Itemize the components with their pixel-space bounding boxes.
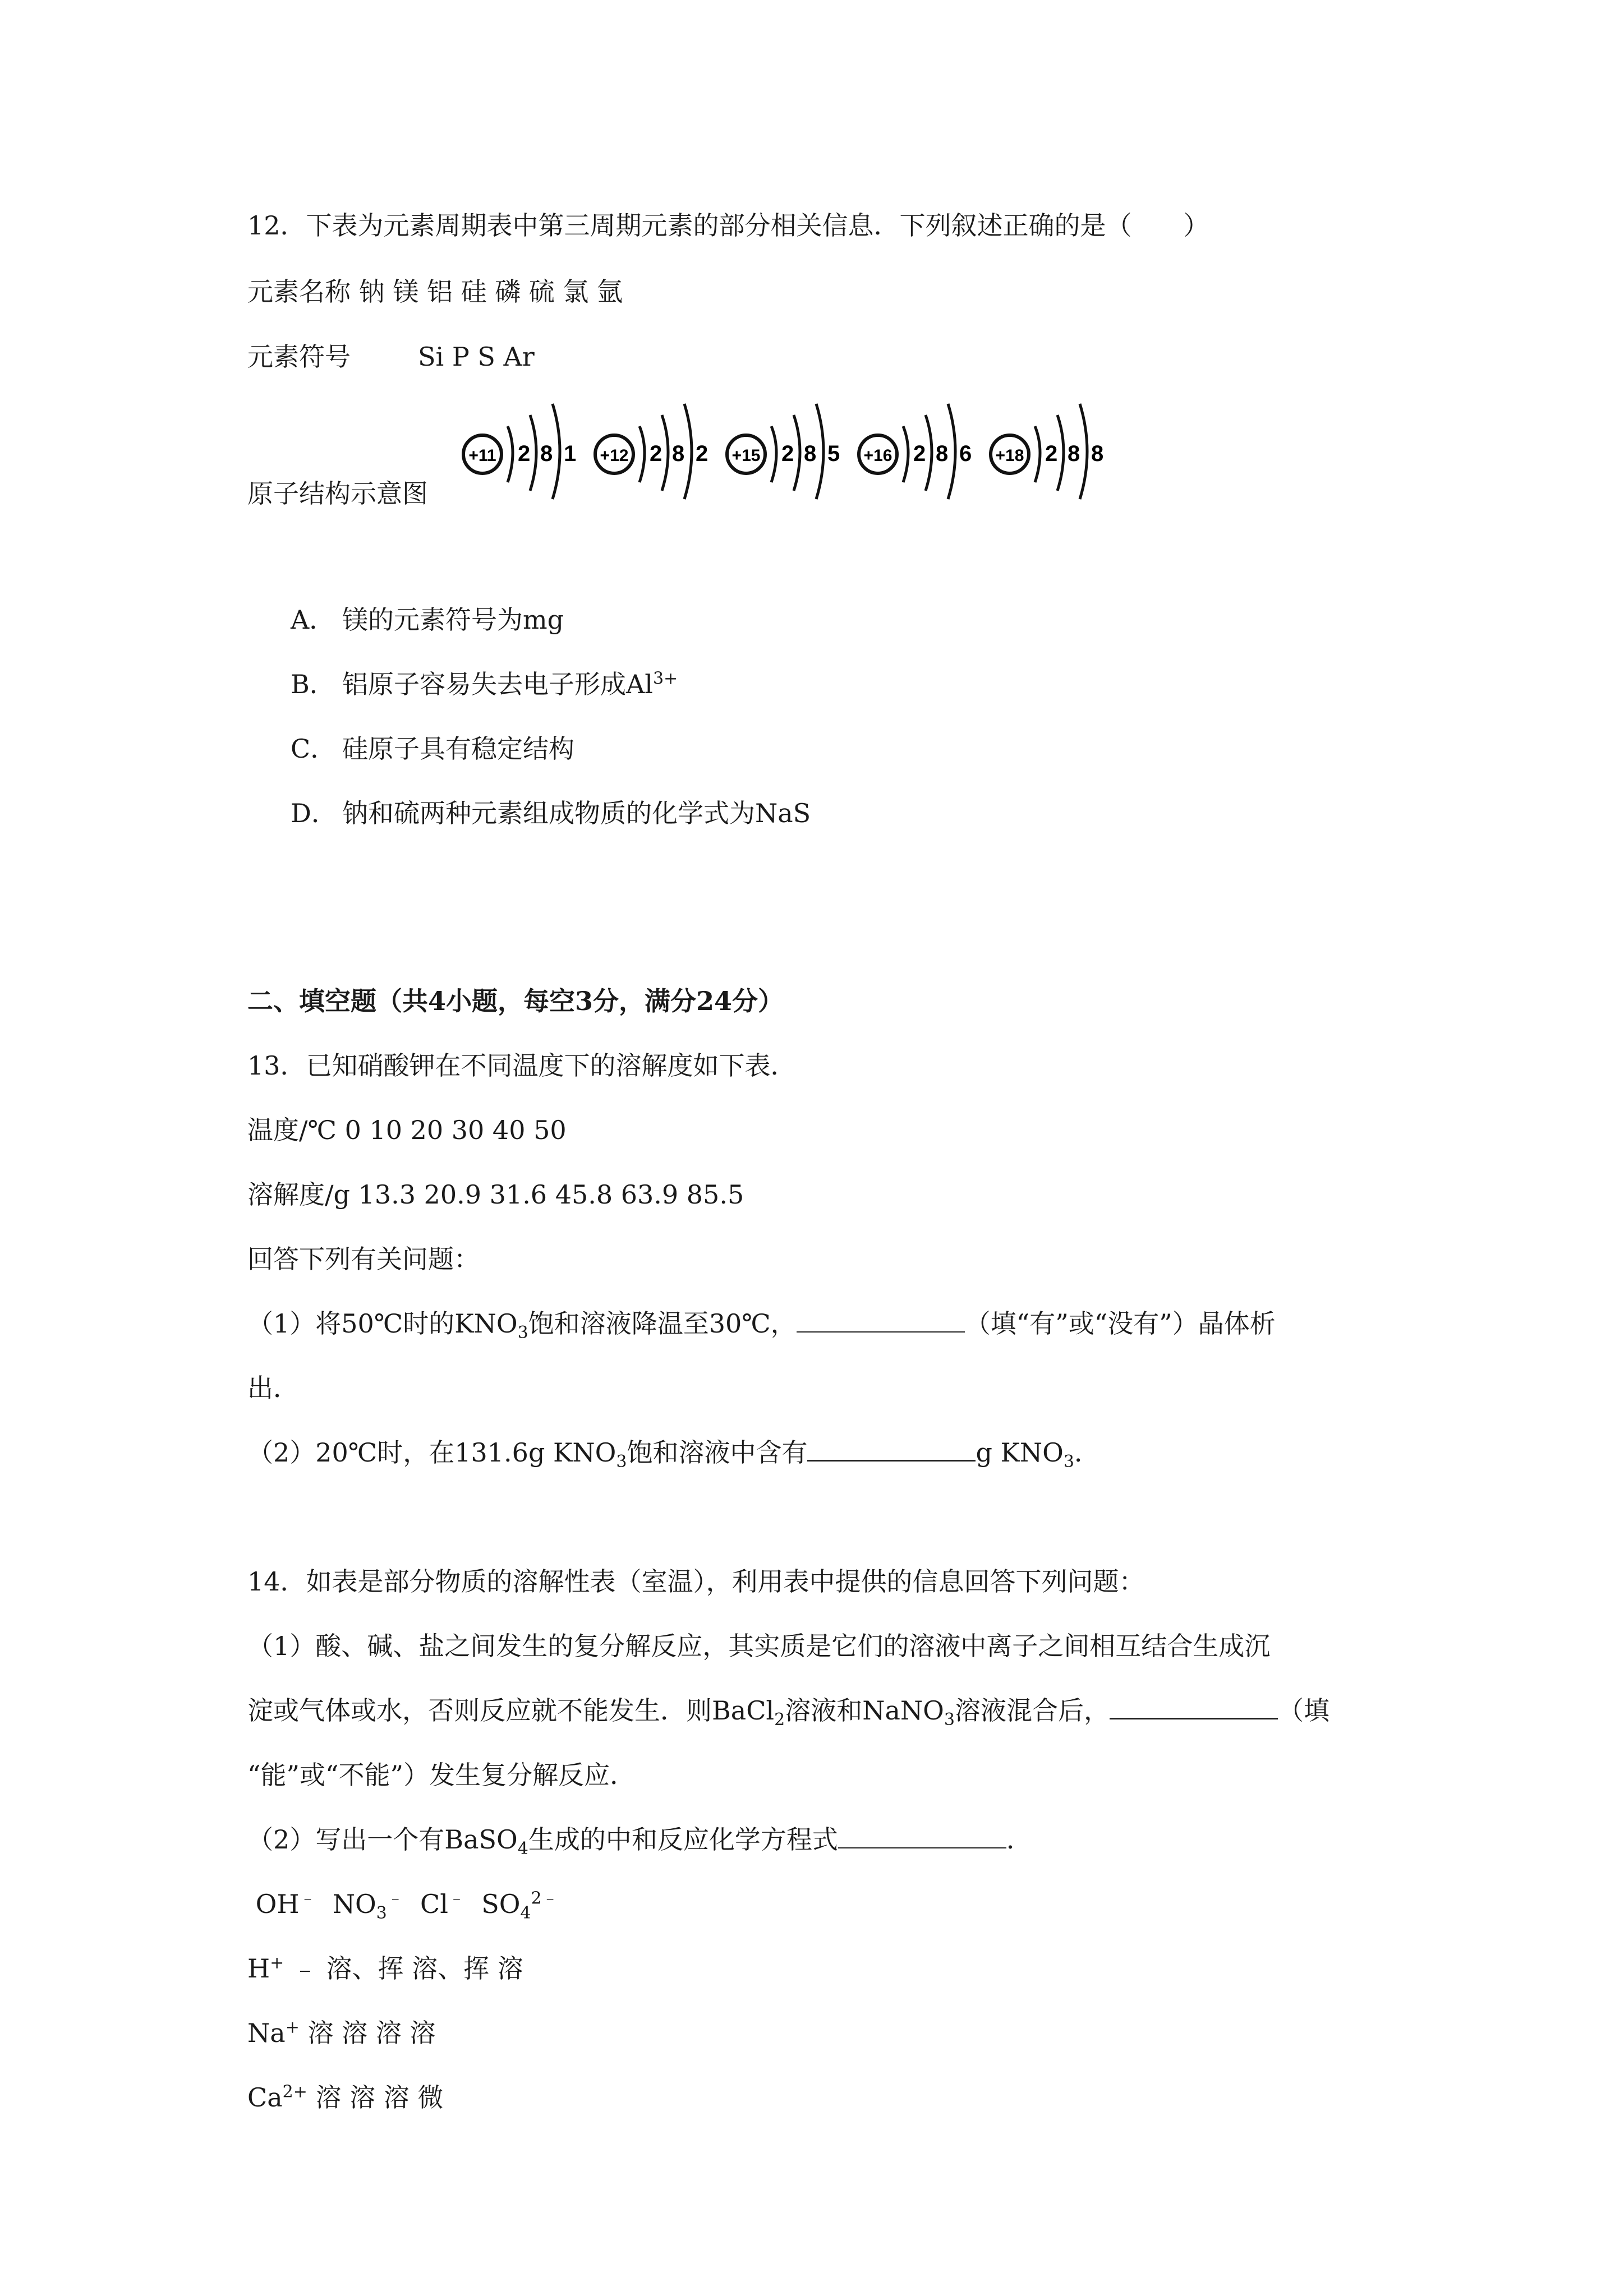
q12-stem — [247, 209, 1209, 242]
atomic-structure-diagrams — [457, 393, 1108, 505]
option-text: 钠和硫两种元素组成物质的化学式为NaS — [342, 798, 811, 828]
q13-prompt: 回答下列有关问题： — [247, 1244, 480, 1274]
subscript: 3 — [1063, 1452, 1074, 1472]
text-segment: g KNO — [976, 1437, 1064, 1468]
anion-so4: SO — [481, 1889, 521, 1919]
q13-part2 — [247, 1436, 1100, 1472]
text-segment: ． — [1006, 1824, 1032, 1855]
answer-blank[interactable] — [1110, 1695, 1278, 1719]
subscript: 2 — [774, 1710, 785, 1730]
option-letter: A． — [291, 605, 335, 635]
nucleus-charge: +15 — [732, 446, 761, 465]
superscript: 2+ — [282, 2082, 307, 2102]
row-cells: 溶 溶 溶 微 — [315, 2082, 444, 2113]
superscript: 2﹣ — [531, 1888, 559, 1908]
nucleus-charge: +12 — [600, 446, 629, 465]
nucleus-charge: +16 — [863, 446, 892, 465]
text-segment: （1）将50℃时的KNO — [247, 1308, 518, 1339]
text-segment: 生成的中和反应化学方程式 — [528, 1824, 838, 1855]
text-segment: （2）写出一个有BaSO — [247, 1824, 518, 1855]
solubility-row-na — [247, 2016, 435, 2050]
subscript: 3 — [517, 1323, 528, 1343]
superscript: ﹣ — [448, 1888, 465, 1908]
superscript: + — [270, 1953, 284, 1973]
q14-part1-line3: “能”或“不能”）发生复分解反应． — [247, 1760, 636, 1790]
solubility-table-header — [247, 1887, 559, 1924]
shell-count: 2 — [913, 441, 926, 466]
shell-count: 6 — [959, 441, 972, 466]
structure-diagram-label: 原子结构示意图 — [247, 478, 428, 509]
nucleus-charge: +18 — [995, 446, 1024, 465]
superscript: + — [285, 2017, 300, 2037]
element-names-row — [247, 275, 623, 308]
option-letter: C． — [291, 734, 337, 764]
text-segment: 溶液混合后， — [954, 1695, 1110, 1726]
q13-stem: 13．已知硝酸钾在不同温度下的溶解度如下表． — [247, 1050, 797, 1081]
row-cells: ﹣ 溶、挥 溶、挥 溶 — [292, 1953, 523, 1984]
q14-part1-line1: （1）酸、碱、盐之间发生的复分解反应，其实质是它们的溶液中离子之间相互结合生成沉 — [247, 1631, 1271, 1661]
cation: Na — [247, 2018, 286, 2048]
solubility-row: 溶解度/g 13.3 20.9 31.6 45.8 63.9 85.5 — [247, 1179, 744, 1210]
subscript: 4 — [520, 1903, 531, 1924]
text-segment: 饱和溶液中含有 — [627, 1437, 808, 1468]
shell-count: 8 — [1068, 441, 1080, 466]
text-segment: 淀或气体或水，否则反应就不能发生．则BaCl — [247, 1695, 775, 1726]
shell-count: 8 — [540, 441, 553, 466]
option-letter: D． — [291, 798, 337, 828]
question-number: 12． — [247, 210, 306, 241]
q13-part1 — [247, 1307, 1276, 1343]
option-a[interactable] — [291, 603, 564, 637]
solubility-row-h — [247, 1952, 523, 1985]
shell-count: 1 — [564, 441, 577, 466]
shell-count: 2 — [1045, 441, 1058, 466]
text-segment: （填 — [1277, 1695, 1329, 1726]
cation: Ca — [247, 2082, 283, 2113]
q14-stem: 14．如表是部分物质的溶解性表（室温），利用表中提供的信息回答下列问题： — [247, 1566, 1145, 1597]
option-b[interactable] — [291, 667, 678, 701]
atom-diagram-p — [727, 404, 840, 499]
anion-oh: OH — [255, 1889, 300, 1919]
shell-count: 2 — [518, 441, 531, 466]
temperature-row: 温度/℃ 0 10 20 30 40 50 — [247, 1115, 567, 1145]
option-text: 镁的元素符号为mg — [342, 605, 564, 635]
q14-part2 — [247, 1823, 1032, 1859]
option-d[interactable] — [291, 796, 811, 830]
row-values: 钠 镁 铝 硅 磷 硫 氯 氩 — [358, 276, 623, 307]
text-segment: 溶液和NaNO — [785, 1695, 944, 1726]
question-text: 下表为元素周期表中第三周期元素的部分相关信息．下列叙述正确的是（ ） — [306, 210, 1209, 241]
atom-diagram-ar — [991, 404, 1103, 499]
anion-no3: NO — [332, 1889, 376, 1919]
subscript: 4 — [517, 1839, 528, 1859]
anion-cl: Cl — [420, 1889, 448, 1919]
nucleus-charge: +11 — [468, 446, 496, 465]
option-letter: B． — [291, 669, 335, 699]
shell-count: 8 — [672, 441, 685, 466]
shell-count: 5 — [827, 441, 840, 466]
subscript: 3 — [376, 1903, 387, 1924]
answer-blank[interactable] — [807, 1437, 976, 1461]
row-cells: 溶 溶 溶 溶 — [307, 2018, 436, 2048]
shell-count: 8 — [936, 441, 949, 466]
solubility-row-ca — [247, 2081, 443, 2114]
option-text: 铝原子容易失去电子形成Al — [342, 669, 653, 699]
atom-diagram-s — [859, 404, 972, 499]
text-segment: ． — [1074, 1437, 1100, 1468]
shell-count: 2 — [650, 441, 663, 466]
subscript: 3 — [944, 1710, 955, 1730]
charge-superscript: 3+ — [652, 668, 678, 689]
shell-count: 2 — [781, 441, 794, 466]
element-symbols-row — [247, 340, 535, 374]
option-c[interactable] — [291, 732, 574, 766]
atom-diagram-na — [463, 404, 576, 499]
superscript: ﹣ — [299, 1888, 316, 1908]
cation: H — [247, 1953, 270, 1984]
q13-part1-cont: 出． — [247, 1373, 299, 1403]
atom-diagram-mg — [595, 404, 708, 499]
q14-part1-line2 — [247, 1694, 1329, 1730]
row-values: Si P S Ar — [418, 342, 535, 372]
text-segment: （2）20℃时，在131.6g KNO — [247, 1437, 617, 1468]
shell-count: 8 — [804, 441, 817, 466]
option-text: 硅原子具有稳定结构 — [342, 734, 574, 764]
text-segment: 饱和溶液降温至30℃， — [528, 1308, 797, 1339]
text-segment: （填“有”或“没有”）晶体析 — [964, 1308, 1276, 1339]
answer-blank[interactable] — [797, 1309, 965, 1333]
section-heading: 二、填空题（共4小题，每空3分，满分24分） — [247, 986, 784, 1016]
answer-blank[interactable] — [838, 1825, 1006, 1848]
superscript: ﹣ — [387, 1888, 404, 1908]
shell-count: 2 — [696, 441, 709, 466]
row-label: 元素名称 — [247, 276, 351, 307]
shell-count: 8 — [1091, 441, 1104, 466]
subscript: 3 — [616, 1452, 627, 1472]
row-label: 元素符号 — [247, 342, 351, 372]
